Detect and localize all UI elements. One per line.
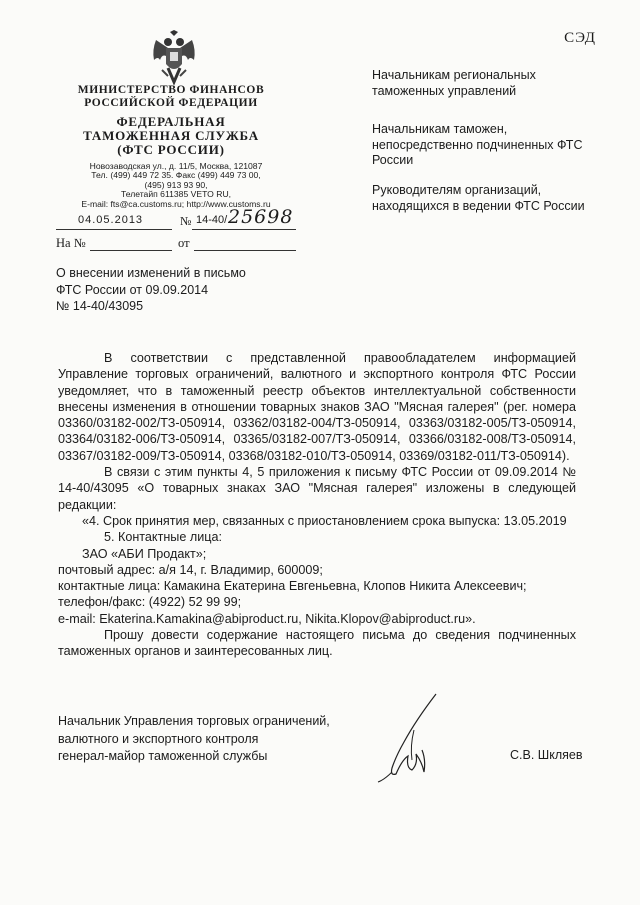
body-paragraph: ЗАО «АБИ Продакт»; — [82, 546, 207, 561]
body-paragraph: Прошу довести содержание настоящего письма до сведения подчиненных таможенных органов и заинтересованных лиц. — [58, 628, 576, 659]
body-paragraph: e-mail: Ekaterina.Kamakina@abiproduct.ru, Nikita.Klopov@abiproduct.ru». — [58, 611, 476, 626]
date-underline — [56, 229, 172, 230]
recipient-regional: Начальникам региональных таможенных управлений — [372, 68, 536, 98]
body-paragraph: В связи с этим пункты 4, 5 приложения к письму ФТС России от 09.09.2014 № 14-40/43095 «О товарных знаках ЗАО "Мясная галерея" изложены в следующей редакции: — [58, 465, 576, 512]
body-paragraph: «4. Срок принятия мер, связанных с приостановлением срока выпуска: 13.05.2019 — [82, 513, 567, 528]
letter-body — [58, 350, 576, 660]
number-label: № — [180, 214, 192, 228]
recipient-organizations: Руководителям организаций, находящихся в ведении ФТС России — [372, 183, 585, 213]
letter-subject: О внесении изменений в письмо ФТС России от 09.09.2014 № 14-40/43095 — [56, 266, 246, 313]
letter-date: 04.05.2013 — [78, 214, 144, 226]
reply-to-date-label: от — [178, 236, 190, 250]
number-underline — [192, 229, 296, 230]
body-paragraph: телефон/факс: (4922) 52 99 99; — [58, 595, 242, 610]
body-paragraph: В соответствии с представленной правообладателем информацией Управление торговых ограничений, валютного и экспортного контроля ФТС России уведомляет, что в таможенный реестр объектов интеллектуальной собственности внесены изменения в отношении товарных знаков ЗАО "Мясная галерея" (рег. номера 03360/03182-002/ТЗ-050914, 03362/03182-004/ТЗ-050914, 03363/03182-005/ТЗ-050914, 03364/03182-006/ТЗ-050914, 03365/03182-007/ТЗ-050914, 03366/03182-008/ТЗ-050914, 03367/03182-009/ТЗ-050914, 03368/03182-010/ТЗ-050914, 03369/03182-011/ТЗ-050914). — [58, 351, 576, 463]
reply-date-underline — [194, 250, 296, 251]
body-paragraph: почтовый адрес: а/я 14, г. Владимир, 600009; — [58, 562, 323, 577]
handwritten-signature — [366, 690, 466, 790]
coat-of-arms-icon — [148, 30, 200, 86]
reply-to-number-label: На № — [56, 236, 86, 250]
number-prefix: 14-40/ — [196, 214, 228, 226]
contact-block: Новозаводская ул., д. 11/5, Москва, 121087 Тел. (499) 449 72 35. Факс (499) 449 73 00, (495) 913 93 90, Телетайп 611385 VETO RU, E-mail: fts@ca.customs.ru; http://www.customs.ru — [81, 161, 271, 209]
body-paragraph: 5. Контактные лица: — [104, 530, 222, 545]
number-handwritten: 25698 — [228, 206, 294, 228]
sed-mark: СЭД — [564, 30, 596, 46]
signatory-name: С.В. Шкляев — [510, 748, 583, 762]
recipient-customs: Начальникам таможен, непосредственно подчиненных ФТС России — [372, 122, 583, 167]
body-paragraph: контактные лица: Камакина Екатерина Евгеньевна, Клопов Никита Алексеевич; — [58, 579, 527, 594]
reply-number-underline — [90, 250, 172, 251]
ministry-name: МИНИСТЕРСТВО ФИНАНСОВ РОССИЙСКОЙ ФЕДЕРАЦИИ — [77, 84, 265, 109]
service-name: ФЕДЕРАЛЬНАЯ ТАМОЖЕННАЯ СЛУЖБА (ФТС РОССИИ) — [83, 114, 259, 157]
signatory-title: Начальник Управления торговых ограничений, валютного и экспортного контроля генерал-майор таможенной службы — [58, 714, 330, 763]
